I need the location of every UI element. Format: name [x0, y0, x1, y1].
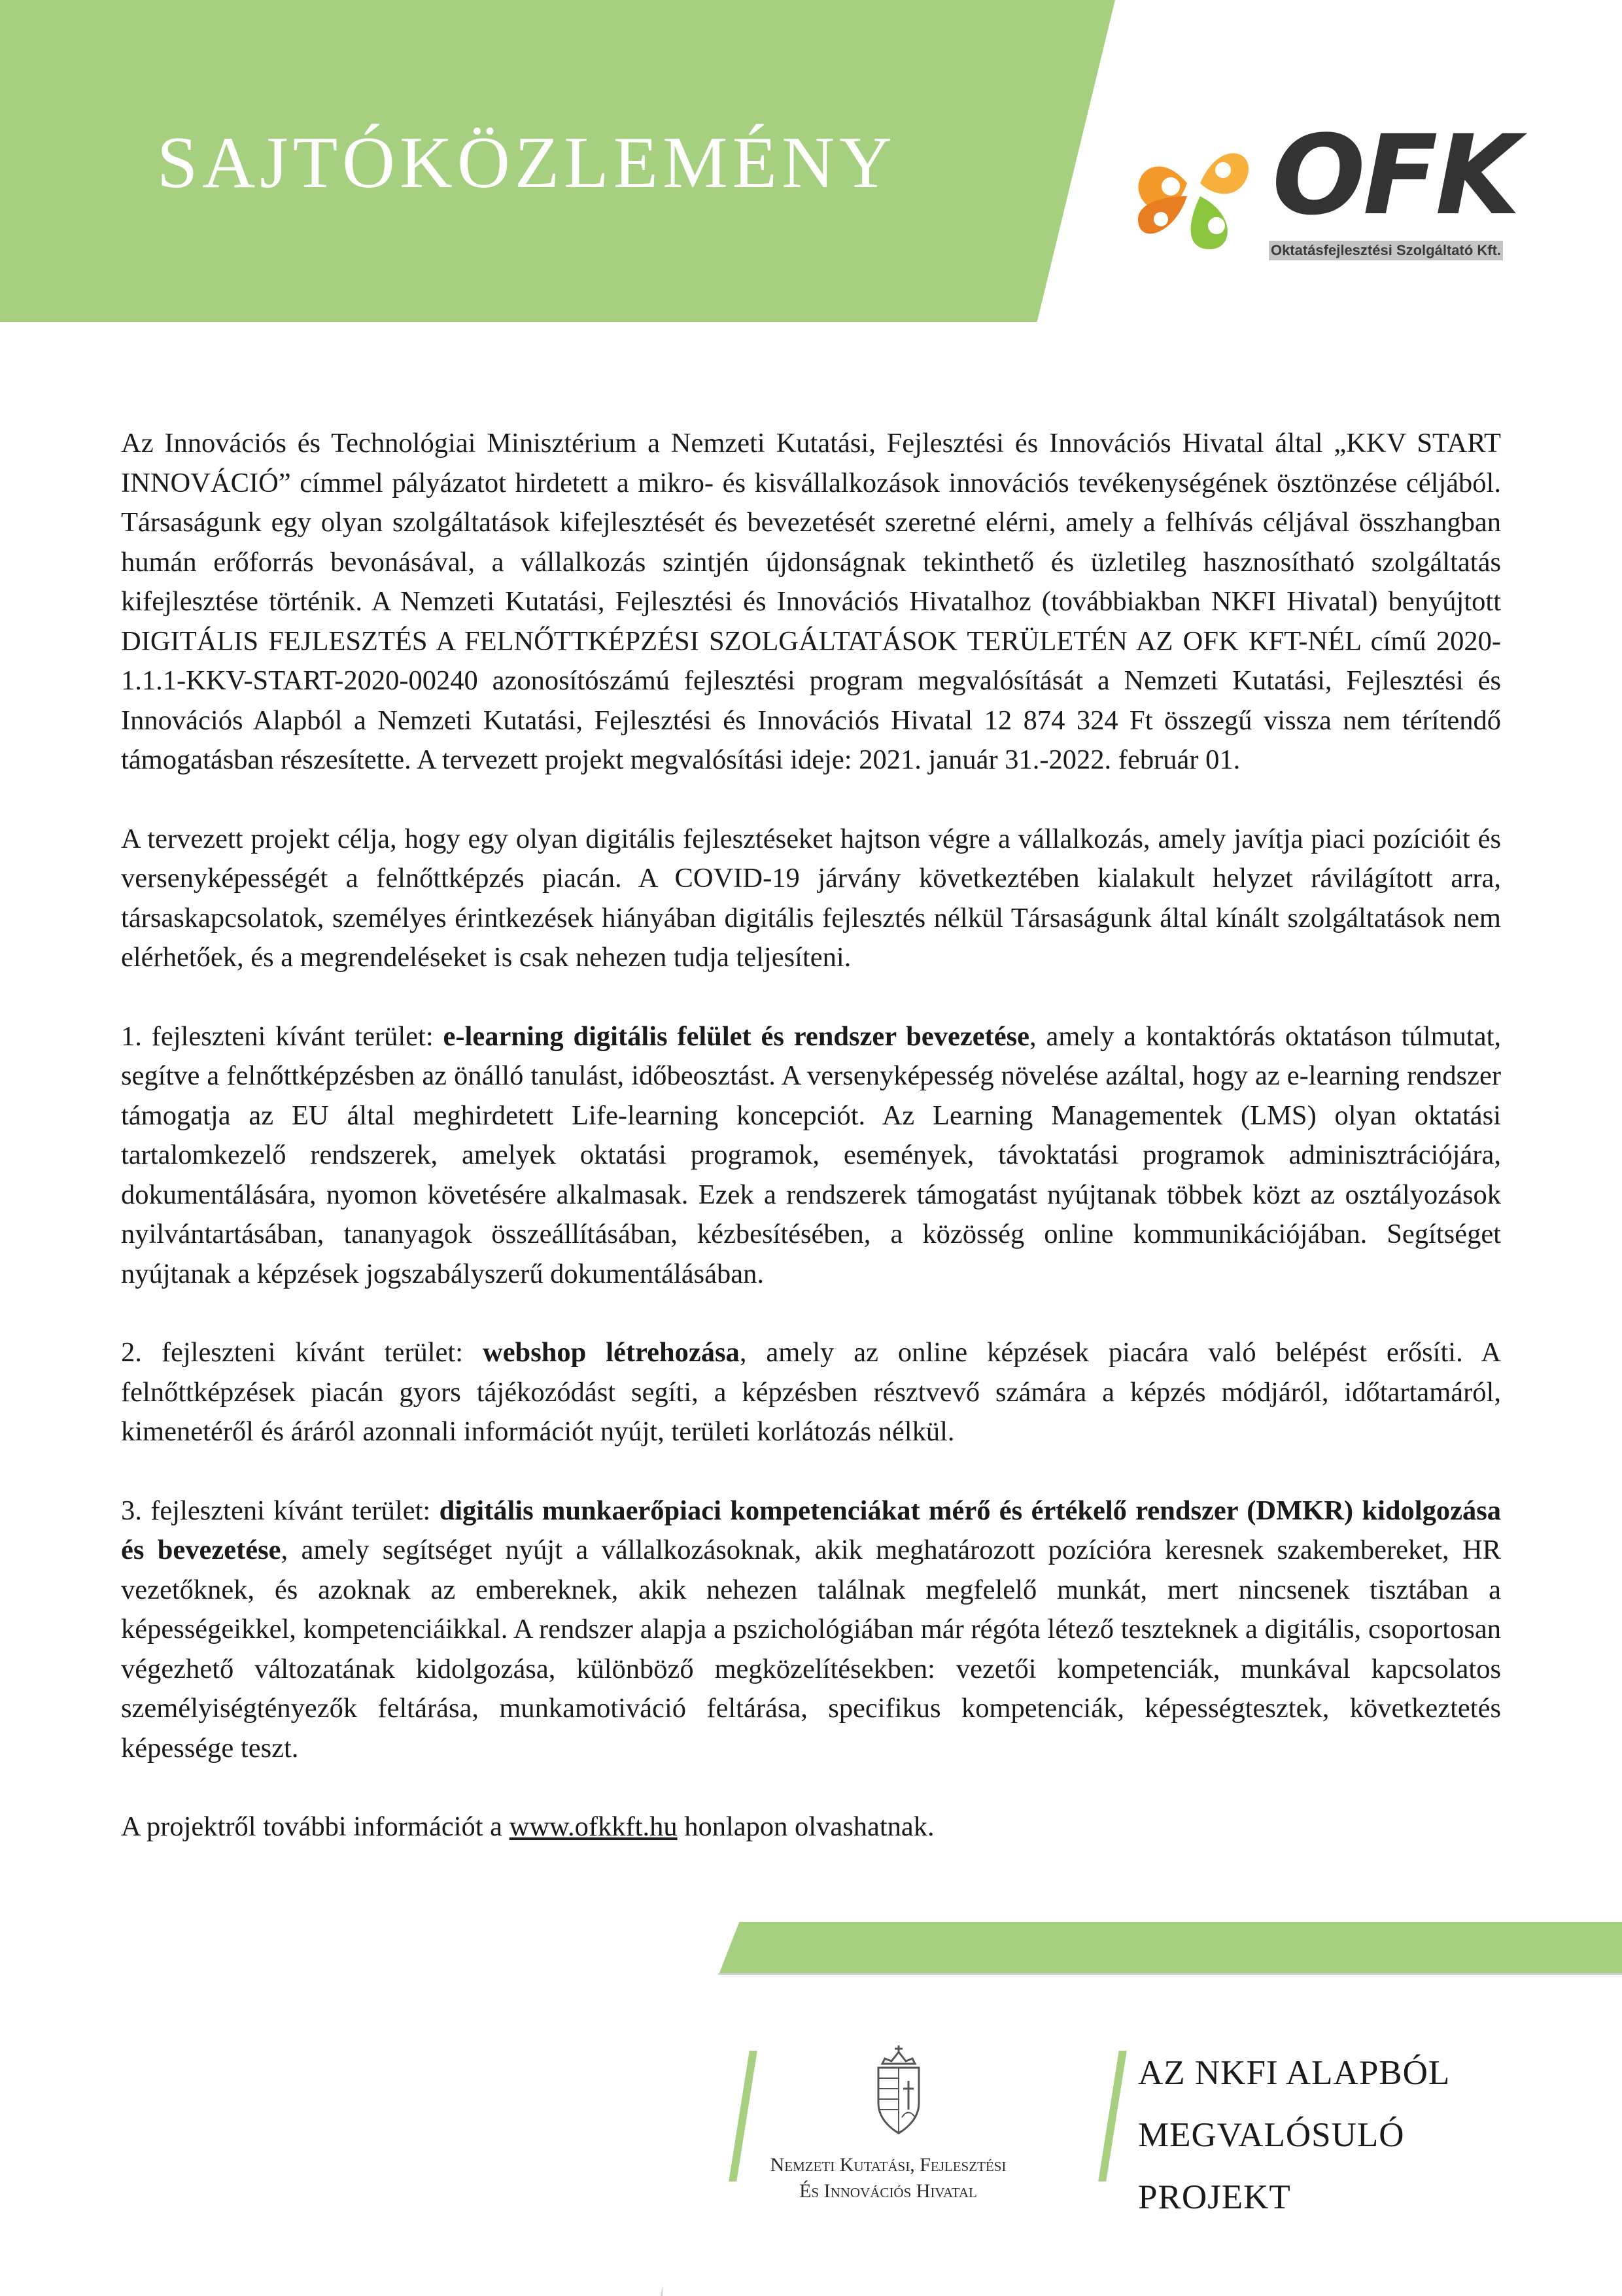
paragraph-more-info: A projektről további információt a www.ofkkft.hu honlapon olvashatnak.: [121, 1811, 935, 1842]
agency-name: Nemzeti Kutatási, Fejlesztési És Innovációs Hivatal: [770, 2154, 1007, 2202]
footer-green-band: [719, 1922, 1622, 1973]
logo-wordmark: OFK: [1272, 111, 1518, 239]
paragraph-area-1: 1. fejleszteni kívánt terület: e-learning digitális felület és rendszer bevezetése, amely a kontaktórás oktatáson túlmutat, segítve a felnőttképzésben az önálló tanulást, időbeosztást. A versenyképesség növelése azáltal, hogy az e-learning rendszer támogatja az EU által meghirdetett Life-learning koncepciót. Az Learning Managementek (LMS) olyan oktatási tartalomkezelő rendszerek, amelyek oktatási programok, események, távoktatási programok adminisztrációjára, dokumentálására, nyomon követésére alkalmasak. Ezek a rendszerek támogatást nyújtanak többek közt az osztályozások nyilvántartásában, tananyagok összeállításában, kézbesítésében, a közösség online kommunikációjában. Segítséget nyújtanak a képzések jogszabályszerű dokumentálásában.: [121, 1020, 1502, 1289]
paragraph-area-3: 3. fejleszteni kívánt terület: digitális munkaerőpiaci kompetenciákat mérő és értékelő rendszer (DMKR) kidolgozása és bevezetése, amely segítséget nyújt a vállalkozásoknak, akik meghatározott pozícióra keresnek szakembereket, HR vezetőknek, és azoknak az embereknek, akik nehezen találnak megfelelő munkát, mert nincsenek tisztában a képességeikkel, kompetenciáikkal. A rendszer alapja a pszichológiában már régóta létező teszteknek a digitális, csoportosan végezhető változatának kidolgozása, különböző megközelítésekben: vezetői kompetenciák, munkával kapcsolatos személyiségtényezők feltárása, munkamotiváció feltárása, specifikus kompetenciák, képességtesztek, következtetés képessége teszt.: [121, 1495, 1501, 1764]
area-3-title: digitális munkaerőpiaci kompetenciákat mérő és értékelő rendszer (DMKR) kidolgozása és bevezetése: [121, 1495, 1501, 1565]
press-release-body: [121, 424, 1501, 1847]
fund-statement: AZ NKFI ALAPBÓL MEGVALÓSULÓ PROJEKT: [1138, 2054, 1451, 2216]
area-1-title: e-learning digitális felület és rendszer bevezetése: [443, 1020, 1029, 1052]
paragraph-area-2: 2. fejleszteni kívánt terület: webshop létrehozása, amely az online képzések piacára való belépést erősíti. A felnőttképzések piacán gyors tájékozódást segíti, a képzésben résztvevő számára a képzés módjáról, időtartamáról, kimenetéről és áráról azonnali információt nyújt, területi korlátozás nélkül.: [121, 1337, 1502, 1447]
paragraph-goal: A tervezett projekt célja, hogy egy olyan digitális fejlesztéseket hajtson végre a vállalkozás, amely javítja piaci pozícióit és versenyképességét a felnőttképzés piacán. A COVID-19 járvány következtében kialakult helyzet rávilágított arra, társaskapcsolatok, személyes érintkezések hiányában digitális fejlesztés nélkül Társaságunk által kínált szolgáltatások nem elérhetőek, és a megrendeléseket is csak nehezen tudja teljesíteni.: [121, 823, 1501, 973]
hungarian-coat-of-arms-icon: [873, 2044, 924, 2137]
area-2-title: webshop létrehozása: [483, 1337, 740, 1368]
page-title: SAJTÓKÖZLEMÉNY: [157, 122, 897, 203]
paragraph-intro: Az Innovációs és Technológiai Minisztérium a Nemzeti Kutatási, Fejlesztési és Innovációs Hivatal által „KKV START INNOVÁCIÓ” címmel pályázatot hirdetett a mikro- és kisvállalkozások innovációs tevékenységének ösztönzése céljából. Társaságunk egy olyan szolgáltatások kifejlesztését és bevezetését szeretné elérni, amely a felhívás céljával összhangban humán erőforrás bevonásával, a vállalkozás szintjén újdonságnak tekinthető és üzletileg hasznosítható szolgáltatás kifejlesztése történik. A Nemzeti Kutatási, Fejlesztési és Innovációs Hivatalhoz (továbbiakban NKFI Hivatal) benyújtott DIGITÁLIS FEJLESZTÉS A FELNŐTTKÉPZÉSI SZOLGÁLTATÁSOK TERÜLETÉN AZ OFK KFT-NÉL című 2020-1.1.1-KKV-START-2020-00240 azonosítószámú fejlesztési program megvalósítását a Nemzeti Kutatási, Fejlesztési és Innovációs Alapból a Nemzeti Kutatási, Fejlesztési és Innovációs Hivatal 12 874 324 Ft összegű vissza nem térítendő támogatásban részesítette. A tervezett projekt megvalósítási ideje: 2021. január 31.-2022. február 01.: [121, 428, 1501, 775]
website-link[interactable]: www.ofkkft.hu: [509, 1811, 678, 1842]
logo-subtitle: Oktatásfejlesztési Szolgáltató Kft.: [1269, 241, 1503, 260]
